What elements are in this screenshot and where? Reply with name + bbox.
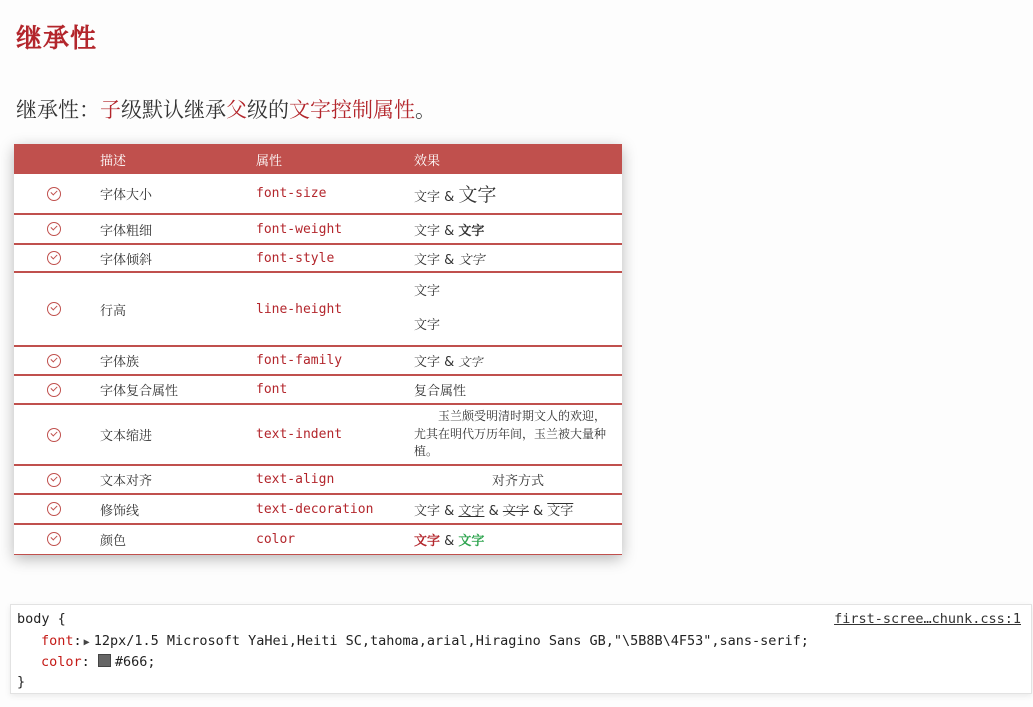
header-icon-column: [14, 144, 100, 174]
row-effect: [414, 272, 622, 346]
header-property: 属性: [256, 153, 283, 169]
row-property: color: [256, 531, 296, 547]
effect-separator: &: [440, 533, 459, 549]
effect-text-italic: 文字: [458, 252, 485, 268]
table-row: [14, 494, 622, 524]
row-effect: 复合属性: [414, 384, 467, 399]
effect-text-underline: 文字: [458, 503, 485, 519]
check-circle-icon: [47, 187, 61, 201]
effect-text: 文字 &: [414, 223, 459, 239]
effect-text-overline: 文字: [547, 503, 574, 519]
row-effect: [414, 174, 622, 214]
row-description: 字体倾斜: [100, 252, 153, 268]
css-selector: body {: [17, 611, 66, 627]
row-property: text-indent: [256, 427, 343, 442]
subtitle-part: 级默认继承: [121, 98, 226, 122]
table-row: [14, 214, 622, 244]
subtitle-highlight: 父: [226, 98, 247, 122]
effect-text-large: 文字: [458, 184, 497, 206]
header-description: 描述: [100, 153, 127, 169]
table-row: [14, 524, 622, 554]
row-effect: [414, 524, 622, 554]
row-property: text-align: [256, 472, 335, 487]
row-description: 字体大小: [100, 188, 153, 203]
row-description: 颜色: [100, 533, 127, 549]
effect-text: 文字 &: [414, 355, 459, 370]
effect-text: 文字 &: [414, 252, 459, 268]
subtitle-part: 继承性：: [16, 98, 100, 122]
effect-separator: &: [440, 503, 459, 519]
check-circle-icon: [47, 532, 61, 546]
row-description: 修饰线: [100, 503, 140, 519]
colon: :: [81, 654, 98, 670]
effect-separator: &: [484, 503, 503, 519]
row-property: font-weight: [256, 221, 343, 237]
table-row: [14, 174, 622, 214]
row-effect-indent-paragraph: 玉兰颇受明清时期文人的欢迎，尤其在明代万历年间，玉兰被大量种植。: [414, 409, 607, 459]
row-description: 字体粗细: [100, 223, 153, 239]
check-circle-icon: [47, 383, 61, 397]
effect-text: 文字: [414, 318, 441, 333]
effect-text: 文字 &: [414, 190, 459, 205]
check-circle-icon: [47, 354, 61, 368]
expand-triangle-icon[interactable]: ▶: [83, 637, 90, 648]
subtitle-part: 。: [415, 98, 436, 122]
row-effect: [414, 494, 622, 524]
css-declaration-font: [41, 633, 809, 649]
effect-text: 文字: [414, 503, 441, 519]
row-property: text-decoration: [256, 501, 374, 517]
row-description: 文本缩进: [100, 429, 153, 444]
css-declaration-color: [41, 654, 156, 670]
row-effect: [414, 244, 622, 272]
row-description: 字体族: [100, 355, 140, 370]
css-property-value: #666;: [114, 654, 156, 670]
subtitle-highlight: 子: [100, 98, 121, 122]
effect-text-red: 文字: [414, 533, 441, 549]
check-circle-icon: [47, 473, 61, 487]
color-swatch-icon[interactable]: [98, 654, 111, 667]
subtitle: [16, 94, 436, 124]
row-property: font-style: [256, 250, 335, 266]
table-header-row: [14, 144, 622, 174]
check-circle-icon: [47, 428, 61, 442]
table-row: [14, 465, 622, 494]
row-effect: [414, 214, 622, 244]
check-circle-icon: [47, 251, 61, 265]
subtitle-highlight: 文字控制属性: [289, 98, 415, 122]
effect-text-calligraphy: 文字: [458, 355, 483, 369]
effect-text-strikethrough: 文字: [502, 503, 529, 519]
css-rule-panel: [10, 604, 1032, 694]
row-description: 行高: [100, 303, 127, 319]
row-description: 字体复合属性: [100, 384, 179, 399]
properties-table: [14, 144, 622, 555]
effect-text: 文字: [414, 284, 441, 299]
css-property-name: color: [41, 654, 82, 670]
row-effect: 对齐方式: [491, 474, 544, 489]
row-effect: [414, 346, 622, 375]
header-effect: 效果: [414, 153, 441, 169]
css-source-link[interactable]: first-scree…chunk.css:1: [834, 611, 1021, 627]
row-property: font-family: [256, 353, 343, 368]
effect-text-bold: 文字: [458, 223, 485, 239]
css-close-brace: }: [17, 674, 26, 690]
table-row: [14, 404, 622, 465]
effect-text-green: 文字: [458, 533, 485, 549]
colon: :: [73, 633, 82, 649]
css-property-name: font: [41, 633, 74, 649]
table-row: [14, 244, 622, 272]
check-circle-icon: [47, 502, 61, 516]
row-property: line-height: [256, 301, 343, 317]
table-row: [14, 272, 622, 346]
row-description: 文本对齐: [100, 474, 153, 489]
css-property-value: 12px/1.5 Microsoft YaHei,Heiti SC,tahoma,arial,Hiragino Sans GB,"\5B8B\4F53",sans-serif;: [93, 633, 809, 649]
check-circle-icon: [47, 222, 61, 236]
row-property: font-size: [256, 186, 327, 201]
table-row: [14, 346, 622, 375]
page-title: 继承性: [16, 24, 98, 54]
check-circle-icon: [47, 302, 61, 316]
properties-table-card: [14, 144, 622, 555]
effect-separator: &: [528, 503, 548, 519]
table-row: [14, 375, 622, 404]
row-property: font: [256, 382, 288, 397]
subtitle-part: 级的: [247, 98, 289, 122]
